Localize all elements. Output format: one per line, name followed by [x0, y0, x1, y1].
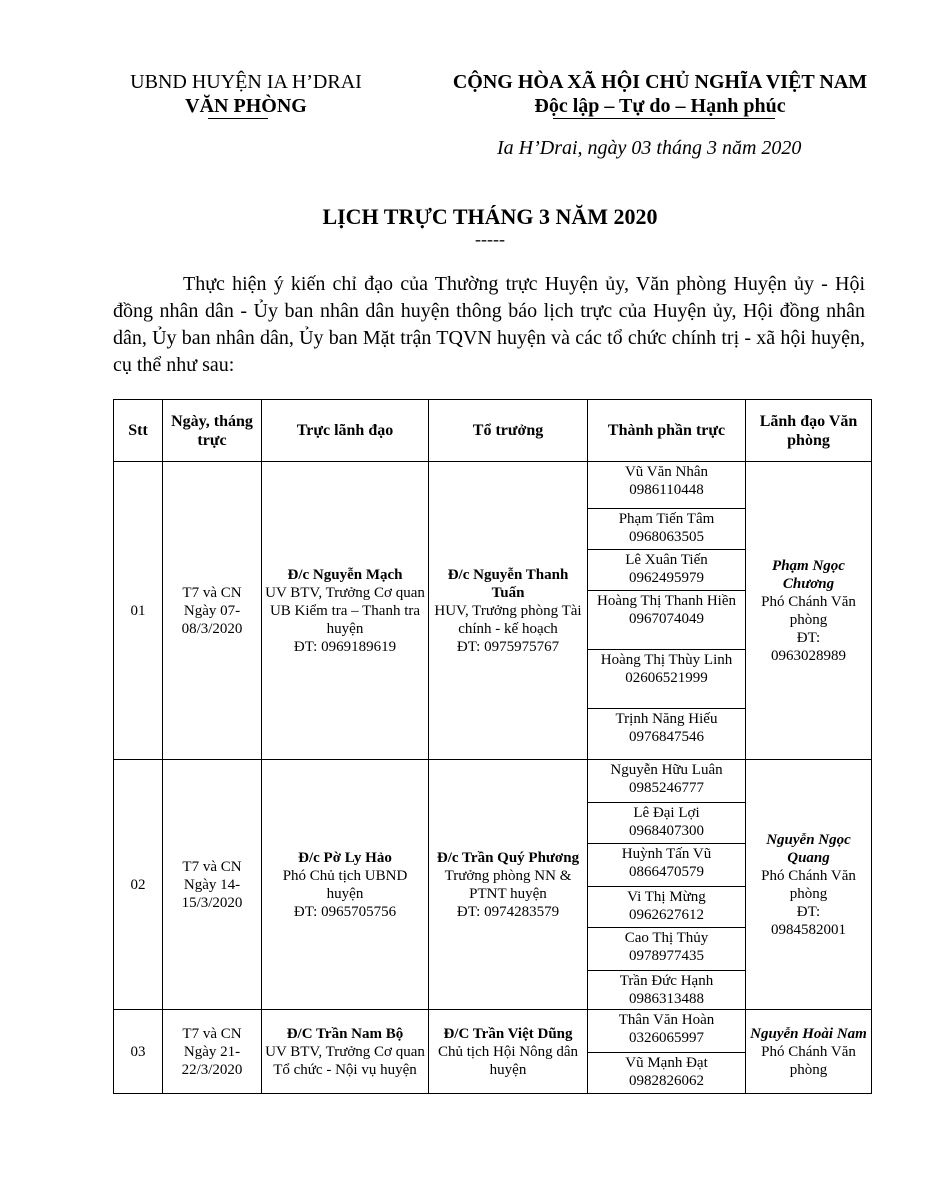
team-head-position: HUV, Trưởng phòng Tài chính - kế hoạch	[434, 602, 582, 637]
col-header-members: Thành phần trực	[588, 400, 746, 462]
leader-name: Đ/c Nguyễn Mạch	[287, 566, 403, 583]
member-entry	[588, 844, 745, 887]
row-leader	[262, 462, 429, 760]
member-phone: 0978977435	[629, 948, 704, 964]
member-name: Thân Văn Hoàn	[618, 1012, 715, 1028]
member-phone: 0976847546	[629, 729, 704, 745]
member-entry	[588, 509, 745, 550]
date-range: Ngày 21-22/3/2020	[181, 1043, 243, 1078]
row-team-head	[429, 462, 588, 760]
member-name: Huỳnh Tấn Vũ	[621, 846, 712, 862]
leader-name: Đ/C Trần Nam Bộ	[286, 1025, 404, 1042]
col-header-team-head: Tổ trưởng	[429, 400, 588, 462]
member-entry	[588, 1053, 745, 1091]
agency-block	[100, 70, 392, 118]
member-name: Cao Thị Thủy	[624, 930, 709, 946]
team-head-phone: ĐT: 0974283579	[456, 903, 560, 920]
col-header-date: Ngày, tháng trực	[163, 400, 262, 462]
office-leader-phone: 0963028989	[771, 647, 846, 664]
row-date	[163, 760, 262, 1010]
member-name: Lê Xuân Tiến	[625, 552, 708, 568]
office-leader-title: Phó Chánh Văn phòng	[761, 593, 856, 628]
date-range: Ngày 07-08/3/2020	[181, 602, 243, 637]
row-stt: 03	[114, 1010, 163, 1094]
row-office-leader	[746, 760, 872, 1010]
office-leader-title: Phó Chánh Văn phòng	[761, 1043, 856, 1078]
team-head-name: Đ/c Nguyễn Thanh Tuấn	[447, 566, 569, 601]
table-header-row	[114, 400, 872, 462]
row-office-leader	[746, 462, 872, 760]
date-range: Ngày 14-15/3/2020	[181, 876, 243, 911]
agency-name: UBND HUYỆN IA H’DRAI	[130, 71, 362, 93]
office-leader-phone: 0984582001	[771, 921, 846, 938]
office-leader-title: Phó Chánh Văn phòng	[761, 867, 856, 902]
member-name: Vi Thị Mừng	[627, 889, 706, 905]
office-leader-name: Phạm Ngọc Chương	[772, 557, 845, 592]
row-members	[588, 462, 746, 760]
member-phone: 0982826062	[629, 1073, 704, 1089]
nation-name: CỘNG HÒA XÃ HỘI CHỦ NGHĨA VIỆT NAM	[452, 71, 868, 93]
document-title: LỊCH TRỰC THÁNG 3 NĂM 2020	[322, 204, 658, 229]
member-phone: 0986110448	[629, 482, 704, 498]
office-leader-phone-label: ĐT:	[796, 903, 821, 920]
member-phone: 0866470579	[629, 864, 704, 880]
member-phone: 02606521999	[625, 670, 708, 686]
member-phone: 0326065997	[629, 1030, 704, 1046]
row-stt: 02	[114, 760, 163, 1010]
leader-name: Đ/c Pờ Ly Hảo	[298, 849, 392, 866]
row-date	[163, 462, 262, 760]
table-row	[114, 760, 872, 1010]
member-phone: 0967074049	[629, 611, 704, 627]
member-entry	[588, 803, 745, 844]
member-name: Trần Đức Hạnh	[619, 973, 714, 989]
table-row	[114, 1010, 872, 1094]
member-entry	[588, 928, 745, 971]
member-entry	[588, 971, 745, 1009]
date-days: T7 và CN	[182, 1025, 242, 1042]
member-entry	[588, 887, 745, 928]
row-team-head	[429, 1010, 588, 1094]
member-phone: 0962495979	[629, 570, 704, 586]
office-leader-phone-label: ĐT:	[796, 629, 821, 646]
col-header-office-leader: Lãnh đạo Văn phòng	[746, 400, 872, 462]
member-name: Hoàng Thị Thùy Linh	[600, 652, 733, 668]
member-entry	[588, 462, 745, 509]
national-motto-block	[425, 70, 895, 118]
member-name: Lê Đại Lợi	[633, 805, 700, 821]
motto-underline	[553, 118, 775, 119]
col-header-leader: Trực lãnh đạo	[262, 400, 429, 462]
row-stt: 01	[114, 462, 163, 760]
team-head-name: Đ/C Trần Việt Dũng	[443, 1025, 573, 1042]
title-separator: -----	[475, 229, 505, 249]
team-head-phone: ĐT: 0975975767	[456, 638, 560, 655]
member-entry	[588, 760, 745, 803]
row-office-leader	[746, 1010, 872, 1094]
leader-position: Phó Chủ tịch UBND huyện	[282, 867, 408, 902]
member-phone: 0985246777	[629, 780, 704, 796]
member-name: Vũ Mạnh Đạt	[625, 1055, 708, 1071]
row-team-head	[429, 760, 588, 1010]
member-name: Nguyễn Hữu Luân	[610, 762, 723, 778]
member-name: Hoàng Thị Thanh Hiền	[596, 593, 736, 609]
member-entry	[588, 550, 745, 591]
team-head-position: Chủ tịch Hội Nông dân huyện	[438, 1043, 578, 1078]
table-row	[114, 462, 872, 760]
row-members	[588, 1010, 746, 1094]
team-head-name: Đ/c Trần Quý Phương	[436, 849, 580, 866]
member-phone: 0968407300	[629, 823, 704, 839]
member-entry	[588, 650, 745, 709]
member-phone: 0986313488	[629, 991, 704, 1007]
leader-position: UV BTV, Trưởng Cơ quan Tổ chức - Nội vụ huyện	[265, 1043, 425, 1078]
row-members	[588, 760, 746, 1010]
member-name: Vũ Văn Nhân	[624, 464, 709, 480]
member-name: Trịnh Năng Hiếu	[615, 711, 718, 727]
member-entry	[588, 709, 745, 747]
duty-schedule-table	[113, 399, 872, 1094]
row-leader	[262, 760, 429, 1010]
member-name: Phạm Tiến Tâm	[618, 511, 715, 527]
team-head-position: Trưởng phòng NN & PTNT huyện	[444, 867, 572, 902]
member-phone: 0968063505	[629, 529, 704, 545]
office-leader-name: Nguyễn Hoài Nam	[750, 1025, 867, 1042]
motto: Độc lập – Tự do – Hạnh phúc	[534, 95, 786, 117]
member-entry	[588, 1010, 745, 1053]
intro-paragraph: Thực hiện ý kiến chỉ đạo của Thường trực Huyện ủy, Văn phòng Huyện ủy - Hội đồng nhân dân - Ủy ban nhân dân huyện thông báo lịch trực của Huyện ủy, Hội đồng nhân dân, Ủy ban nhân dân, Ủy ban Mặt trận TQVN huyện và các tổ chức chính trị - xã hội huyện, cụ thể như sau:	[113, 273, 865, 376]
row-leader	[262, 1010, 429, 1094]
leader-position: UV BTV, Trưởng Cơ quan UB Kiểm tra – Thanh tra huyện	[265, 584, 425, 637]
date-days: T7 và CN	[182, 584, 242, 601]
place-date: Ia H’Drai, ngày 03 tháng 3 năm 2020	[497, 137, 802, 159]
agency-underline	[208, 118, 268, 119]
member-entry	[588, 591, 745, 650]
row-date	[163, 1010, 262, 1094]
col-header-stt: Stt	[114, 400, 163, 462]
office-leader-name: Nguyễn Ngọc Quang	[766, 831, 851, 866]
office-name: VĂN PHÒNG	[185, 95, 307, 117]
member-phone: 0962627612	[629, 907, 704, 923]
date-days: T7 và CN	[182, 858, 242, 875]
leader-phone: ĐT: 0965705756	[293, 903, 397, 920]
leader-phone: ĐT: 0969189619	[293, 638, 397, 655]
